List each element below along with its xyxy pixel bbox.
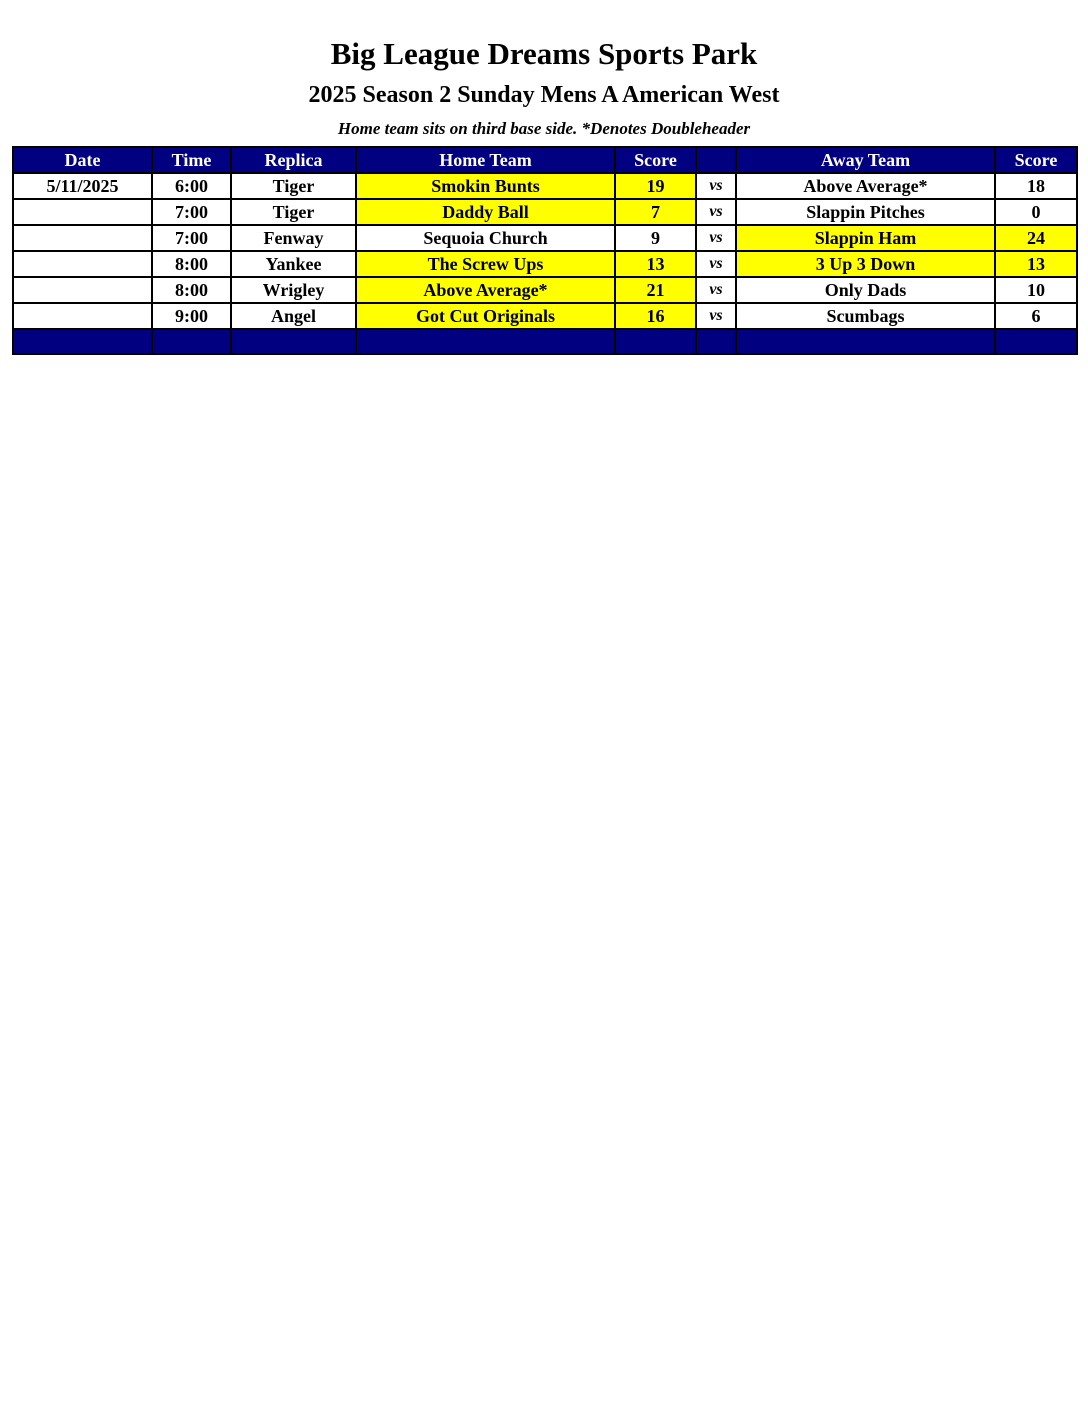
table-row bbox=[13, 199, 1077, 225]
away-score-cell: 6 bbox=[995, 303, 1077, 329]
replica-cell: Angel bbox=[231, 303, 356, 329]
table-row bbox=[13, 277, 1077, 303]
time-cell: 7:00 bbox=[152, 225, 231, 251]
home-team-cell: Sequoia Church bbox=[356, 225, 615, 251]
vs-cell: vs bbox=[696, 277, 736, 303]
home-score-cell: 7 bbox=[615, 199, 696, 225]
date-cell bbox=[13, 277, 152, 303]
date-cell bbox=[13, 225, 152, 251]
column-header-time: Time bbox=[152, 147, 231, 173]
table-row bbox=[13, 173, 1077, 199]
home-score-cell: 13 bbox=[615, 251, 696, 277]
schedule-table bbox=[12, 146, 1078, 355]
replica-cell: Tiger bbox=[231, 199, 356, 225]
table-row bbox=[13, 303, 1077, 329]
footer-cell bbox=[736, 329, 995, 354]
footer-cell bbox=[615, 329, 696, 354]
home-score-cell: 21 bbox=[615, 277, 696, 303]
time-cell: 6:00 bbox=[152, 173, 231, 199]
vs-cell: vs bbox=[696, 173, 736, 199]
home-team-cell: Above Average* bbox=[356, 277, 615, 303]
table-row bbox=[13, 251, 1077, 277]
column-header-date: Date bbox=[13, 147, 152, 173]
away-team-cell: Only Dads bbox=[736, 277, 995, 303]
away-team-cell: 3 Up 3 Down bbox=[736, 251, 995, 277]
date-cell bbox=[13, 199, 152, 225]
home-team-cell: Got Cut Originals bbox=[356, 303, 615, 329]
away-team-cell: Slappin Ham bbox=[736, 225, 995, 251]
schedule-note: Home team sits on third base side. *Denotes Doubleheader bbox=[337, 119, 751, 138]
away-score-cell: 13 bbox=[995, 251, 1077, 277]
vs-cell: vs bbox=[696, 303, 736, 329]
footer-cell bbox=[231, 329, 356, 354]
away-team-cell: Above Average* bbox=[736, 173, 995, 199]
column-header-away-score: Score bbox=[995, 147, 1077, 173]
vs-cell: vs bbox=[696, 251, 736, 277]
replica-cell: Tiger bbox=[231, 173, 356, 199]
home-team-cell: Smokin Bunts bbox=[356, 173, 615, 199]
date-cell: 5/11/2025 bbox=[13, 173, 152, 199]
table-row bbox=[13, 225, 1077, 251]
footer-cell bbox=[356, 329, 615, 354]
home-team-cell: Daddy Ball bbox=[356, 199, 615, 225]
replica-cell: Yankee bbox=[231, 251, 356, 277]
away-score-cell: 24 bbox=[995, 225, 1077, 251]
home-score-cell: 16 bbox=[615, 303, 696, 329]
column-header-vs bbox=[696, 147, 736, 173]
page-title: Big League Dreams Sports Park bbox=[330, 36, 758, 71]
time-cell: 8:00 bbox=[152, 277, 231, 303]
column-header-away-team: Away Team bbox=[736, 147, 995, 173]
footer-cell bbox=[995, 329, 1077, 354]
home-team-cell: The Screw Ups bbox=[356, 251, 615, 277]
replica-cell: Wrigley bbox=[231, 277, 356, 303]
home-score-cell: 19 bbox=[615, 173, 696, 199]
replica-cell: Fenway bbox=[231, 225, 356, 251]
time-cell: 7:00 bbox=[152, 199, 231, 225]
footer-cell bbox=[696, 329, 736, 354]
column-header-home-team: Home Team bbox=[356, 147, 615, 173]
table-header-row bbox=[13, 147, 1077, 173]
away-score-cell: 18 bbox=[995, 173, 1077, 199]
footer-cell bbox=[152, 329, 231, 354]
footer-cell bbox=[13, 329, 152, 354]
table-footer-row bbox=[13, 329, 1077, 354]
vs-cell: vs bbox=[696, 225, 736, 251]
away-score-cell: 0 bbox=[995, 199, 1077, 225]
date-cell bbox=[13, 251, 152, 277]
time-cell: 9:00 bbox=[152, 303, 231, 329]
home-score-cell: 9 bbox=[615, 225, 696, 251]
time-cell: 8:00 bbox=[152, 251, 231, 277]
column-header-replica: Replica bbox=[231, 147, 356, 173]
date-cell bbox=[13, 303, 152, 329]
away-team-cell: Slappin Pitches bbox=[736, 199, 995, 225]
vs-cell: vs bbox=[696, 199, 736, 225]
page-subtitle: 2025 Season 2 Sunday Mens A American West bbox=[308, 82, 780, 108]
away-score-cell: 10 bbox=[995, 277, 1077, 303]
away-team-cell: Scumbags bbox=[736, 303, 995, 329]
column-header-home-score: Score bbox=[615, 147, 696, 173]
